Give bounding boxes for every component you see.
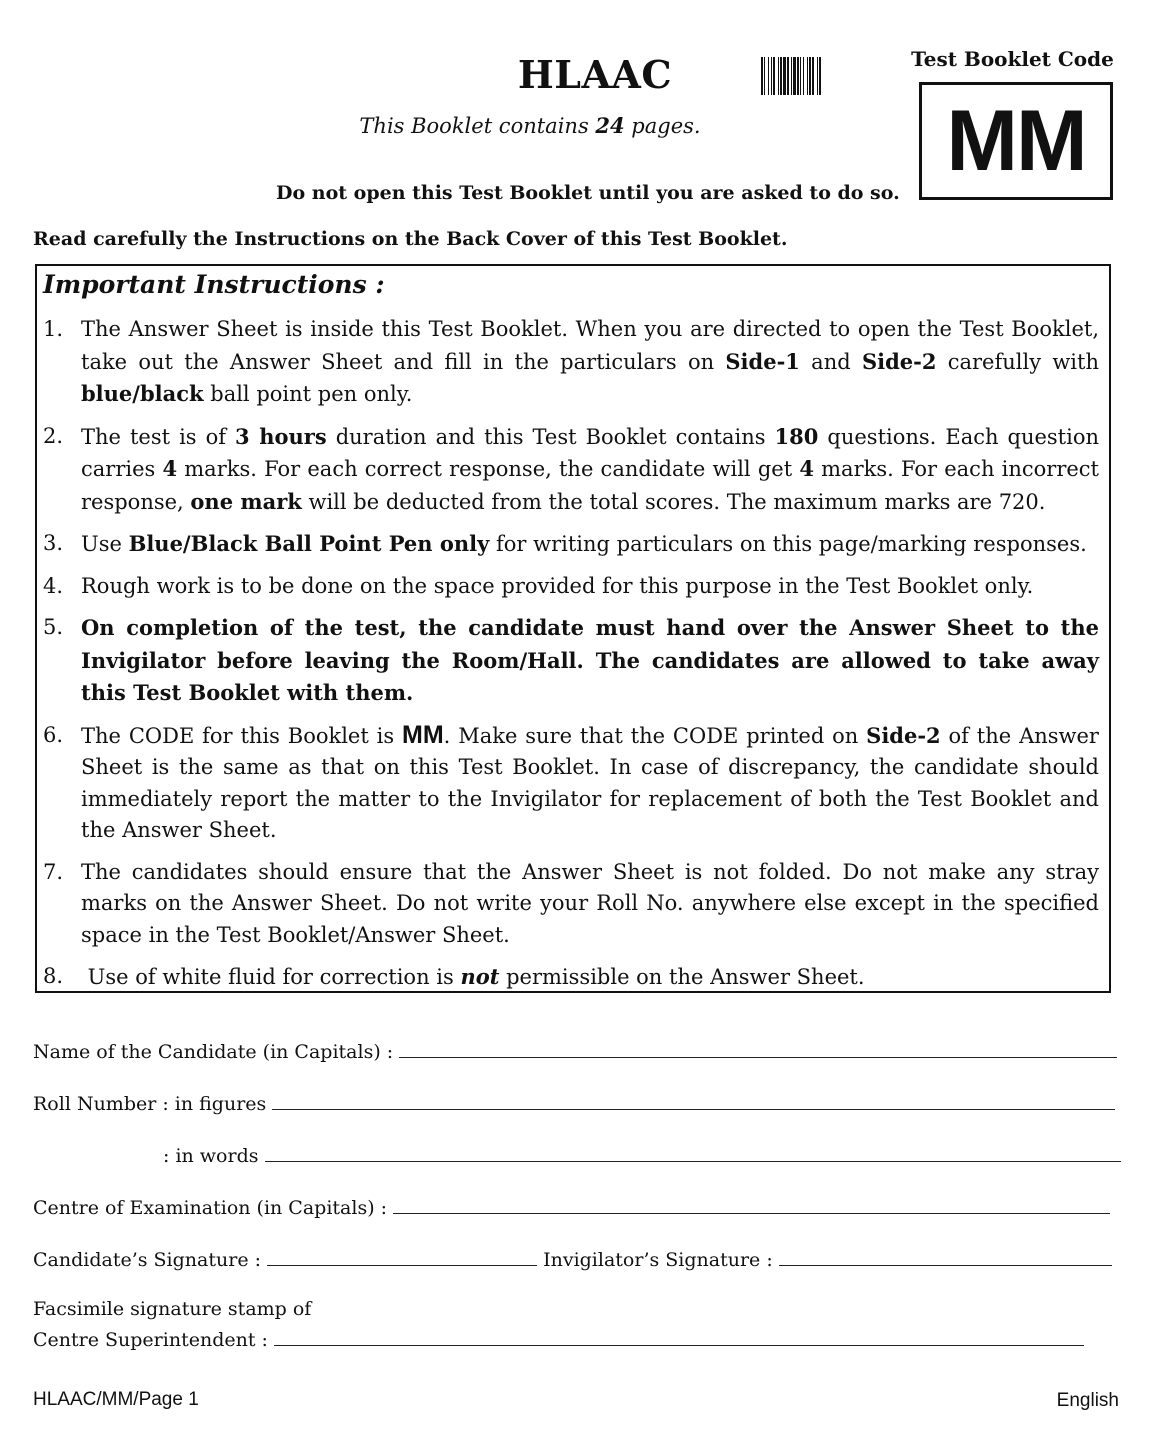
roll-words-field[interactable] <box>265 1147 1121 1162</box>
booklet-code-box <box>919 82 1113 200</box>
stamp-row <box>33 1329 1123 1351</box>
instruction-item <box>43 528 1099 561</box>
instruction-text: The test is of 3 hours duration and this Test Booklet contains 180 questions. Each question carries 4 marks. For each correct response, the candidate will get 4 marks. For each incorrect response, one mark will be deducted from the total scores. The maximum marks are 720. <box>81 423 1100 514</box>
candidate-name-row <box>33 1041 1123 1063</box>
barcode-icon <box>761 57 859 95</box>
page-reference: HLAAC/MM/Page 1 <box>33 1389 199 1410</box>
pages-prefix: This Booklet contains <box>359 114 596 138</box>
stamp-label-1: Facsimile signature stamp of <box>33 1298 312 1320</box>
candidate-name-label: Name of the Candidate (in Capitals) : <box>33 1041 394 1063</box>
candidate-signature-label: Candidate’s Signature : <box>33 1249 261 1271</box>
candidate-name-field[interactable] <box>399 1043 1117 1058</box>
instruction-number: 2. <box>43 423 64 448</box>
instruction-item <box>43 314 1099 411</box>
stamp-field[interactable] <box>274 1331 1084 1346</box>
stamp-label-2: Centre Superintendent : <box>33 1329 268 1351</box>
instruction-text: Use Blue/Black Ball Point Pen only for writing particulars on this page/marking responses. <box>81 531 1087 556</box>
instruction-number: 5. <box>43 615 64 639</box>
language-label: English <box>1056 1390 1119 1411</box>
instruction-item <box>43 421 1099 519</box>
signatures-row <box>33 1249 1123 1271</box>
centre-row <box>33 1197 1123 1219</box>
pages-count: 24 <box>595 113 625 138</box>
roll-figures-row <box>33 1093 1123 1115</box>
pages-suffix: pages. <box>624 114 701 138</box>
instruction-item <box>43 961 1099 994</box>
instruction-number: 7. <box>43 859 64 884</box>
instructions-list <box>43 314 1099 1004</box>
booklet-code-label: Test Booklet Code <box>911 47 1114 71</box>
invigilator-signature-field[interactable] <box>779 1251 1112 1266</box>
roll-figures-label: Roll Number : in figures <box>33 1093 267 1115</box>
roll-words-row <box>163 1145 1123 1167</box>
centre-field[interactable] <box>393 1199 1110 1214</box>
do-not-open-notice: Do not open this Test Booklet until you are asked to do so. <box>276 182 900 204</box>
instruction-number: 3. <box>43 531 64 555</box>
invigilator-signature-label: Invigilator’s Signature : <box>543 1249 773 1271</box>
read-carefully-notice: Read carefully the Instructions on the Back Cover of this Test Booklet. <box>33 228 788 250</box>
instruction-text: Use of white fluid for correction is not permissible on the Answer Sheet. <box>81 964 865 989</box>
stamp-label-row <box>33 1298 1123 1320</box>
instruction-number: 4. <box>43 573 64 598</box>
centre-label: Centre of Examination (in Capitals) : <box>33 1197 388 1219</box>
instruction-number: 1. <box>43 317 64 341</box>
roll-words-label: : in words <box>163 1145 259 1167</box>
instructions-heading: Important Instructions : <box>43 270 385 299</box>
instructions-box <box>35 264 1111 993</box>
instruction-text: The candidates should ensure that the Answer Sheet is not folded. Do not make any stray marks on the Answer Sheet. Do not write your Roll No. anywhere else except in the specified space in the Test Booklet/Answer Sheet. <box>81 859 1099 947</box>
instruction-number: 8. <box>43 964 64 988</box>
series-code: HLAAC <box>517 52 673 97</box>
instruction-item <box>43 857 1099 952</box>
instruction-number: 6. <box>43 722 64 747</box>
pages-note <box>330 113 730 138</box>
instruction-text: The CODE for this Booklet is MM. Make sure that the CODE printed on Side-2 of the Answer Sheet is the same as that on this Test Booklet. In case of discrepancy, the candidate should immediately report the matter to the Invigilator for replacement of both the Test Booklet and the Answer Sheet. <box>81 720 1099 842</box>
roll-figures-field[interactable] <box>272 1095 1115 1110</box>
instruction-text: Rough work is to be done on the space provided for this purpose in the Test Booklet only. <box>81 573 1034 598</box>
instruction-item <box>43 720 1099 847</box>
instruction-item <box>43 571 1099 603</box>
instruction-text: The Answer Sheet is inside this Test Booklet. When you are directed to open the Test Booklet, take out the Answer Sheet and fill in the particulars on Side-1 and Side-2 carefully with blue/black ball point pen only. <box>81 317 1099 406</box>
candidate-signature-field[interactable] <box>267 1251 537 1266</box>
instruction-item <box>43 612 1099 710</box>
instruction-text: On completion of the test, the candidate must hand over the Answer Sheet to the Invigilator before leaving the Room/Hall. The candidates are allowed to take away this Test Booklet with them. <box>81 615 1099 705</box>
booklet-code: MM <box>946 92 1086 189</box>
